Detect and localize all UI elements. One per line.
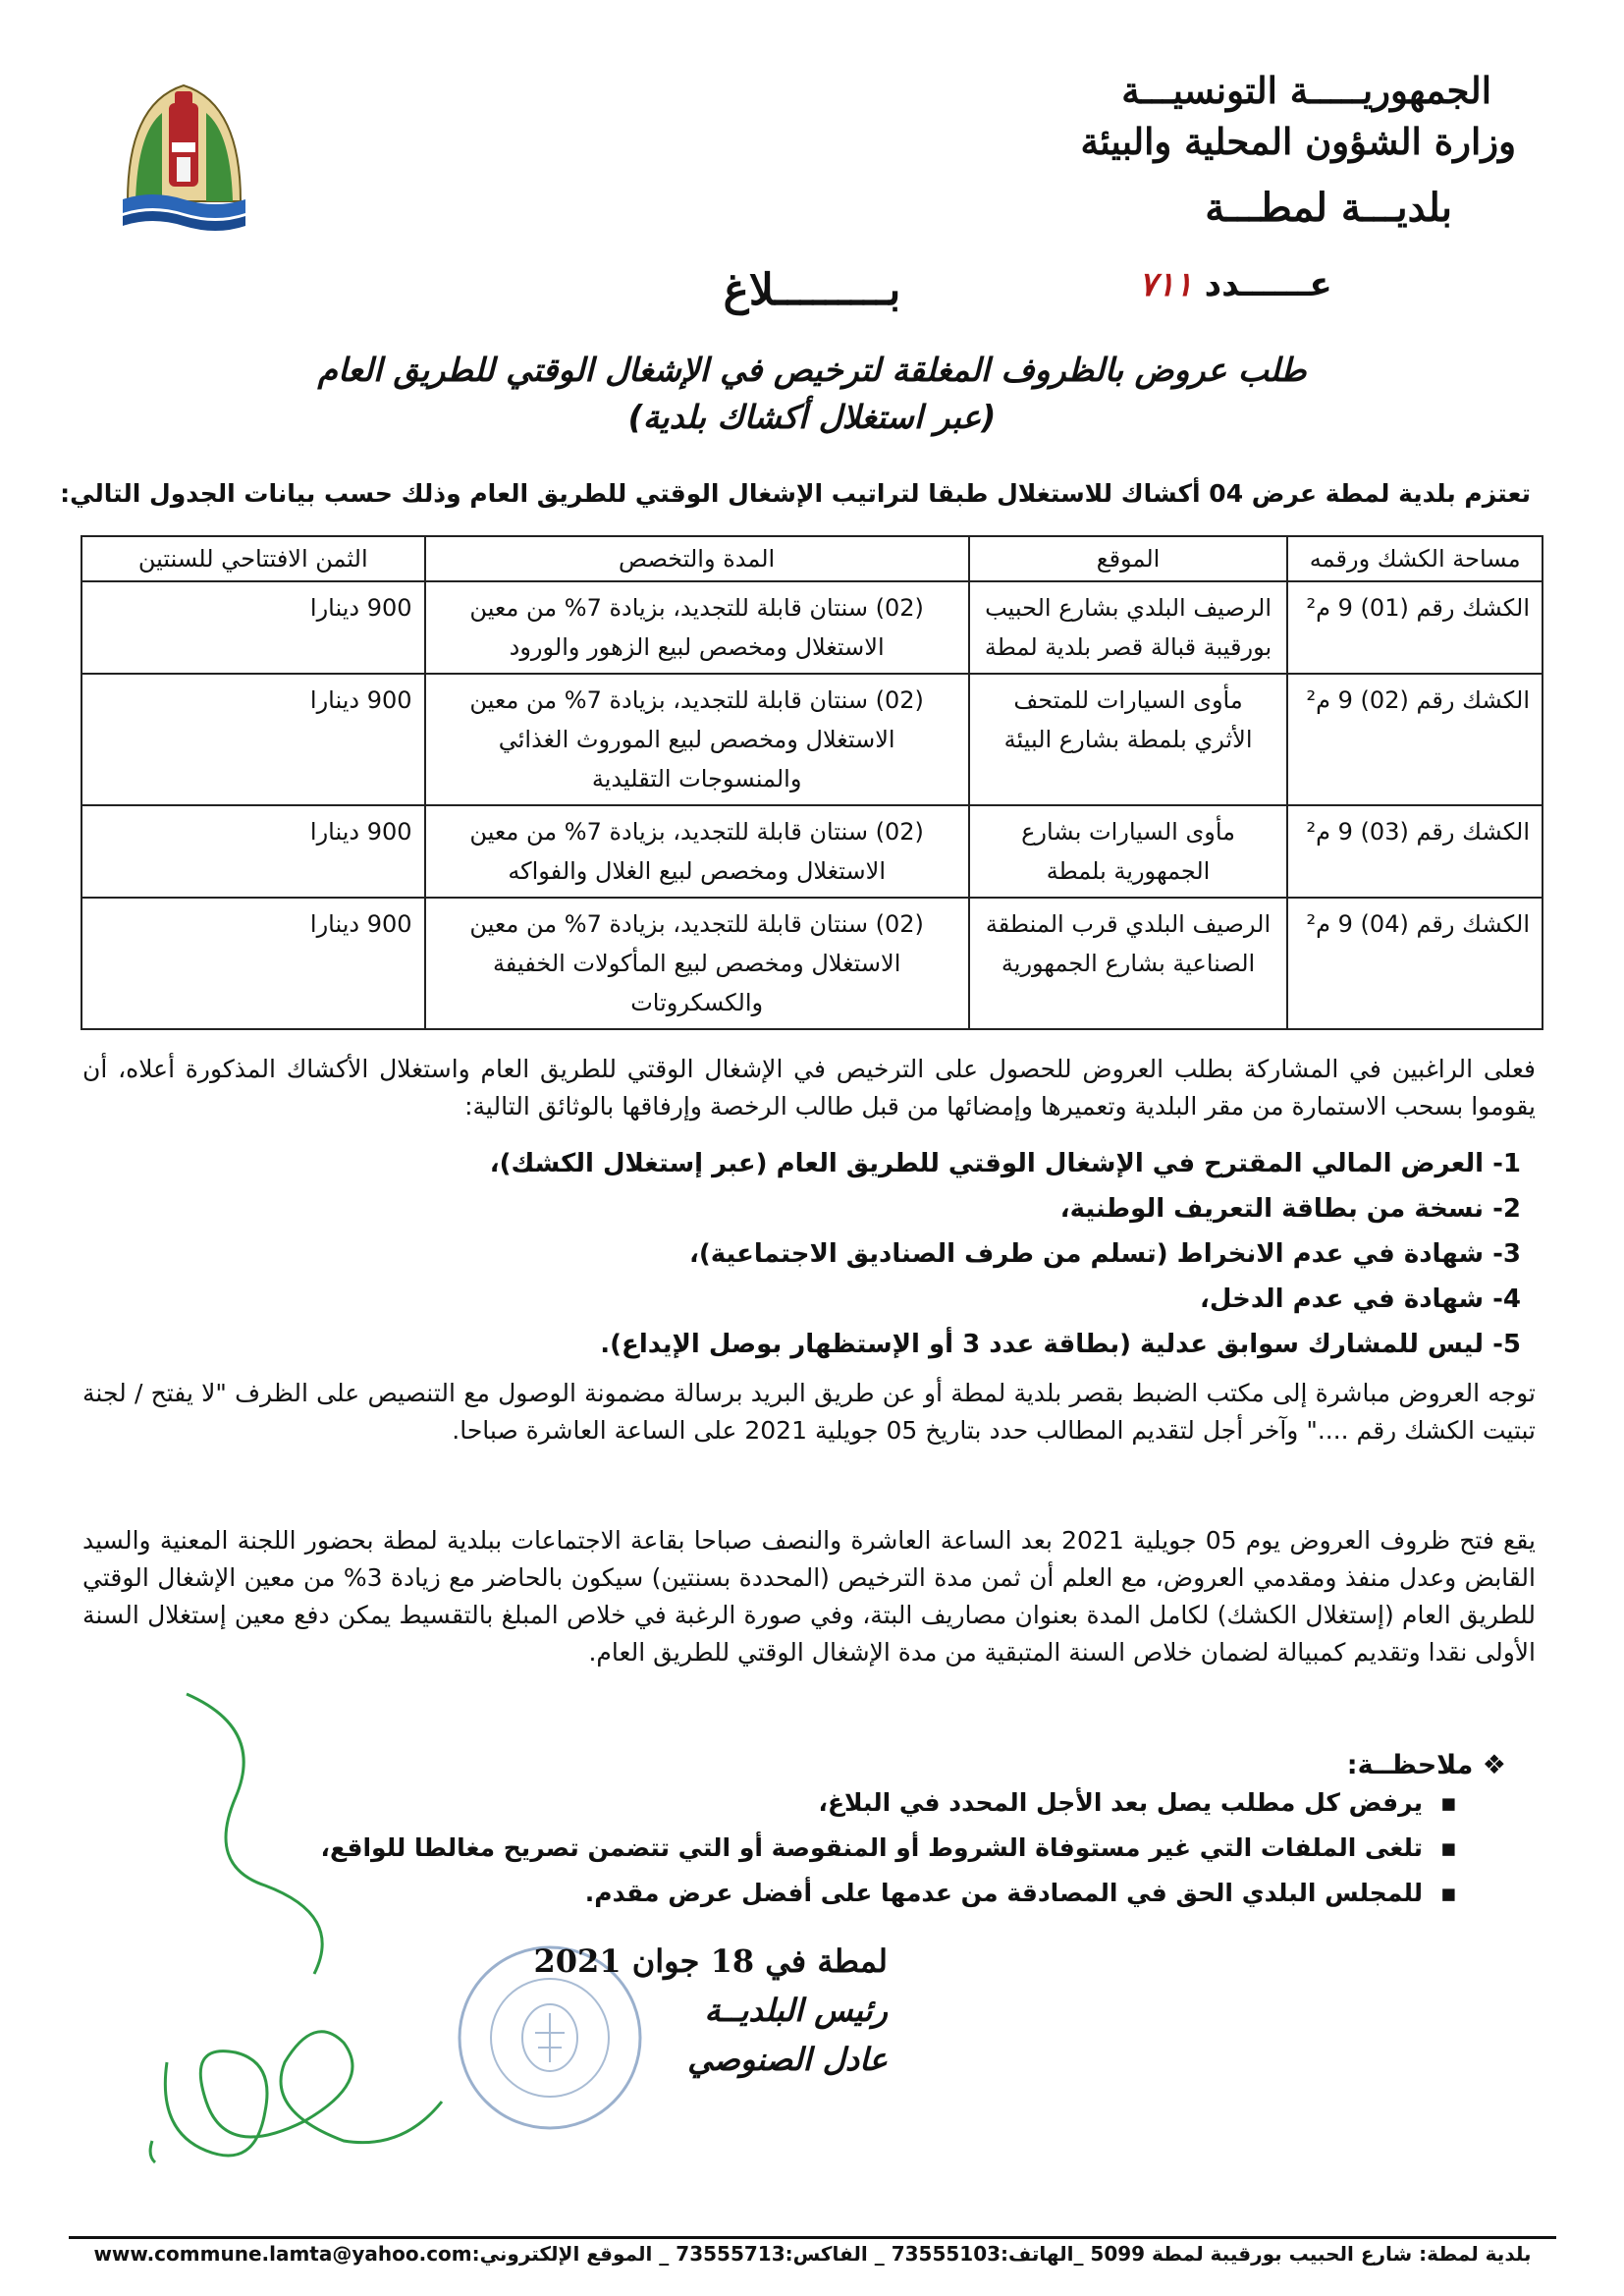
price-cell: 900 دينارا — [81, 674, 425, 805]
kiosk-cell: الكشك رقم (03) 9 م² — [1287, 805, 1543, 898]
table-header: الموقع — [969, 536, 1288, 581]
kiosks-table — [81, 535, 1543, 1030]
table-row — [81, 674, 1543, 805]
duration-cell: (02) سنتان قابلة للتجديد، بزيادة 7% من معين الاستغلال ومخصص لبيع المأكولات الخفيفة والكسكروتات — [425, 898, 969, 1029]
location-cell: مأوى السيارات للمتحف الأثري بلمطة بشارع البيئة — [969, 674, 1288, 805]
notice-number-value: ٧١١ — [1139, 265, 1193, 304]
submission-paragraph: توجه العروض مباشرة إلى مكتب الضبط بقصر بلدية لمطة أو عن طريق البريد برسالة مضمونة الوصول مع التنصيص على الظرف "لا يفتح / لجنة تبتيت الكشك رقم ...." وآخر أجل لتقديم المطالب حدد بتاريخ 05 جويلية 2021 على الساعة العاشرة صباحا. — [82, 1379, 1536, 1445]
notice-title: بـــــــــلاغ — [723, 265, 901, 315]
footer-contact: بلدية لمطة: شارع الحبيب بورقيبة لمطة 5099 _الهاتف:73555103 _ الفاكس:73555713 _ الموقع الإلكتروني:www.commune.lamta@yahoo.com — [93, 2242, 1532, 2266]
list-item: 3- شهادة في عدم الانخراط (تسلم من طرف الصناديق الاجتماعية)، — [689, 1239, 1521, 1269]
signature-block — [534, 1942, 888, 2078]
opening-paragraph: يقع فتح ظروف العروض يوم 05 جويلية 2021 بعد الساعة العاشرة والنصف صباحا بقاعة الاجتماعات ببلدية لمطة بحضور اللجنة المعنية والسيد القابض وعدل منفذ ومقدمي العروض، مع العلم أن ثمن مدة الترخيص (المحددة بسنتين) سيكون بالحاضر مع زيادة 3% من معين الإشغال الوقتي للطريق العام (إستغلال الكشك) لكامل المدة بعنوان مصاريف البتة، وفي صورة الرغبة في خلاص المبلغ بالتقسيط يمكن دفع معين إستغلال السنة الأولى نقدا وتقديم كمبيالة لضمان خلاص السنة المتبقية من مدة الإشغال الوقتي للطريق العام. — [82, 1526, 1536, 1667]
table-row — [81, 898, 1543, 1029]
municipality-name: بلديـــة لمطـــة — [1205, 185, 1452, 231]
table-header-row — [81, 536, 1543, 581]
table-header: مساحة الكشك ورقمه — [1287, 536, 1543, 581]
notice-subtitle-note: (عبر استغلال أكشاك بلدية) — [627, 398, 997, 436]
location-cell: الرصيف البلدي بشارع الحبيب بورقيبة قبالة قصر بلدية لمطة — [969, 581, 1288, 674]
list-item: 5- ليس للمشارك سوابق عدلية (بطاقة عدد 3 أو الإستظهار بوصل الإيداع). — [600, 1330, 1521, 1359]
signatory-name: عادل الصنوصي — [687, 2041, 888, 2078]
location-cell: الرصيف البلدي قرب المنطقة الصناعية بشارع الجمهورية — [969, 898, 1288, 1029]
list-item: 4- شهادة في عدم الدخل، — [1200, 1285, 1521, 1314]
duration-cell: (02) سنتان قابلة للتجديد، بزيادة 7% من معين الاستغلال ومخصص لبيع الغلال والفواكه — [425, 805, 969, 898]
header-block — [1080, 69, 1516, 231]
table-row — [81, 581, 1543, 674]
table-header: الثمن الافتتاحي للسنتين — [81, 536, 425, 581]
ministry-name: وزارة الشؤون المحلية والبيئة — [1080, 120, 1516, 163]
notice-subtitle: طلب عروض بالظروف المغلقة لترخيص في الإشغال الوقتي للطريق العام — [317, 351, 1307, 389]
kiosk-cell: الكشك رقم (04) 9 م² — [1287, 898, 1543, 1029]
list-item: ▪ تلغى الملفات التي غير مستوفاة الشروط أو المنقوصة أو التي تتضمن تصريح مغالطا للواقع، — [82, 1826, 1457, 1871]
notice-number-label: عــــــدد — [1204, 265, 1332, 304]
kiosk-cell: الكشك رقم (02) 9 م² — [1287, 674, 1543, 805]
list-item: 1- العرض المالي المقترح في الإشغال الوقتي للطريق العام (عبر إستغلال الكشك)، — [489, 1149, 1521, 1178]
municipality-logo — [118, 74, 250, 231]
location-cell: مأوى السيارات بشارع الجمهورية بلمطة — [969, 805, 1288, 898]
list-item: 2- نسخة من بطاقة التعريف الوطنية، — [1059, 1194, 1521, 1224]
republic-name: الجمهوريـــــة التونسيـــة — [1121, 69, 1491, 112]
price-cell: 900 دينارا — [81, 898, 425, 1029]
footer-divider — [69, 2236, 1556, 2239]
required-documents-list — [107, 1141, 1521, 1367]
intro-paragraph: تعتزم بلدية لمطة عرض 04 أكشاك للاستغلال طبقا لتراتيب الإشغال الوقتي للطريق العام وذلك حسب بيانات الجدول التالي: — [60, 479, 1531, 508]
duration-cell: (02) سنتان قابلة للتجديد، بزيادة 7% من معين الاستغلال ومخصص لبيع الموروث الغذائي والمنسوجات التقليدية — [425, 674, 969, 805]
signatory-role: رئيس البلديــة — [704, 1992, 888, 2029]
price-cell: 900 دينارا — [81, 805, 425, 898]
duration-cell: (02) سنتان قابلة للتجديد، بزيادة 7% من معين الاستغلال ومخصص لبيع الزهور والورود — [425, 581, 969, 674]
table-row — [81, 805, 1543, 898]
table-header: المدة والتخصص — [425, 536, 969, 581]
list-item: ▪ يرفض كل مطلب يصل بعد الأجل المحدد في البلاغ، — [82, 1780, 1457, 1826]
list-item: ▪ للمجلس البلدي الحق في المصادقة من عدمها على أفضل عرض مقدم. — [82, 1871, 1457, 1916]
signature-date: لمطة في 18 جوان 2021 — [533, 1942, 888, 1980]
handwritten-signature — [147, 1689, 520, 2210]
kiosk-cell: الكشك رقم (01) 9 م² — [1287, 581, 1543, 674]
notes-heading: ❖ ملاحظــة: — [1346, 1750, 1506, 1780]
participation-paragraph: فعلى الراغبين في المشاركة بطلب العروض للحصول على الترخيص في الإشغال الوقتي للطريق العام واستغلال الأكشاك المذكورة أعلاه، أن يقوموا بسحب الاستمارة من مقر البلدية وتعميرها وإمضائها من قبل طالب الرخصة وإرفاقها بالوثائق التالية: — [82, 1055, 1536, 1121]
price-cell: 900 دينارا — [81, 581, 425, 674]
